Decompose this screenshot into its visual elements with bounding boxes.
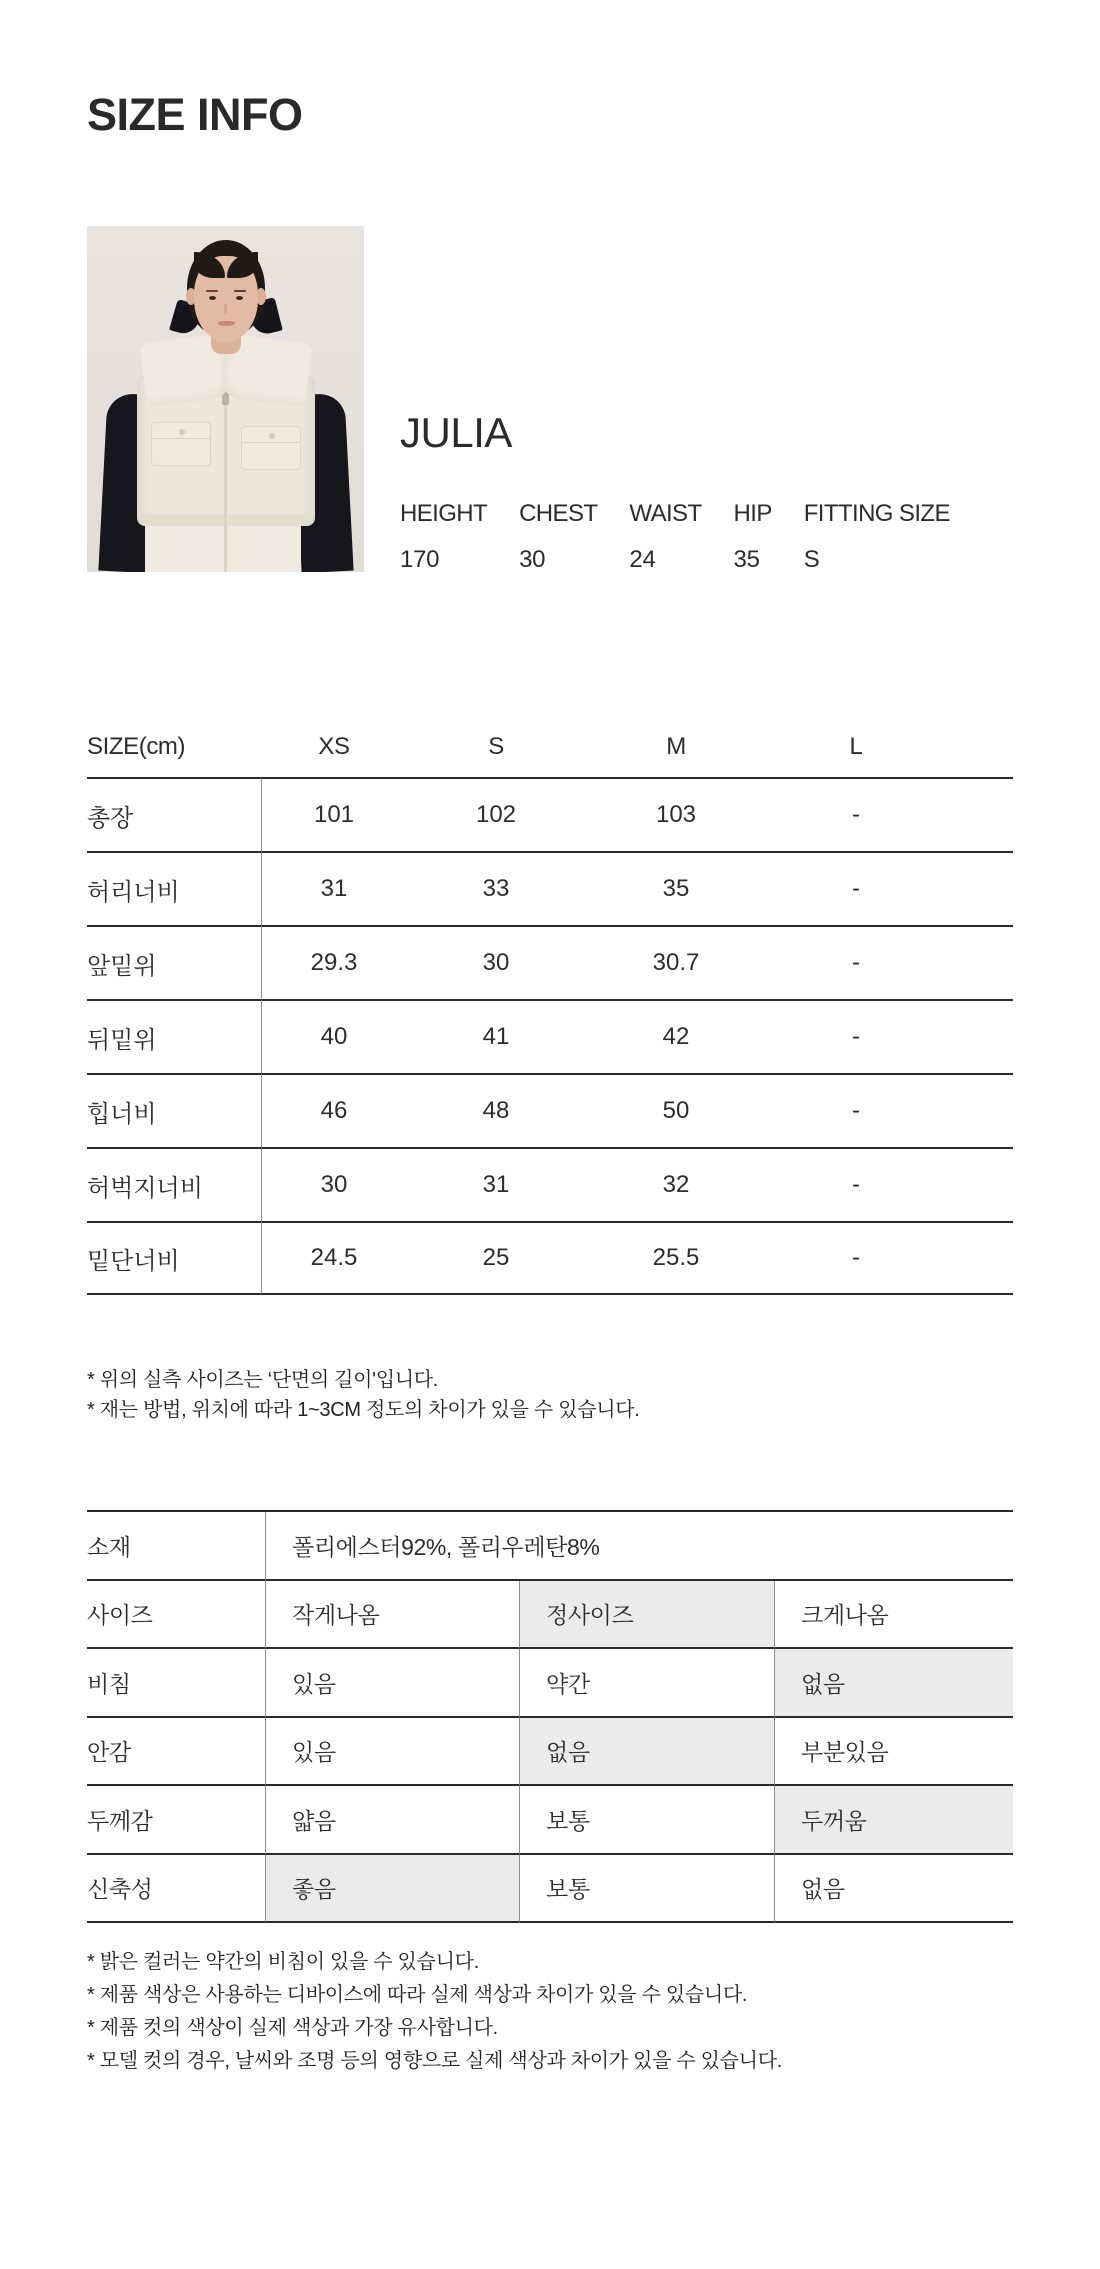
fabric-cell-selected: 없음 xyxy=(520,1718,775,1787)
model-info xyxy=(400,226,950,572)
stat-label: CHEST xyxy=(519,500,598,527)
model-nose xyxy=(224,304,227,314)
size-cell: - xyxy=(766,1073,946,1147)
size-cell: 30.7 xyxy=(586,925,766,999)
size-cell: - xyxy=(766,925,946,999)
size-cell-spacer xyxy=(946,1073,1013,1147)
stat-waist xyxy=(629,500,701,575)
model-eye-right xyxy=(236,296,243,300)
size-row-label: 밑단너비 xyxy=(87,1221,262,1295)
size-cell: 30 xyxy=(406,925,586,999)
size-cell: 32 xyxy=(586,1147,766,1221)
fabric-cell: 부분있음 xyxy=(775,1718,1013,1787)
size-cell-spacer xyxy=(946,1221,1013,1295)
size-cell: - xyxy=(766,1147,946,1221)
stat-label: WAIST xyxy=(629,500,702,527)
stat-hip xyxy=(734,500,772,575)
size-cell: 33 xyxy=(406,851,586,925)
model-eyebrow-left xyxy=(206,290,218,292)
bottom-note-line: * 제품 컷의 색상이 실제 색상과 가장 유사합니다. xyxy=(87,2017,498,2039)
stat-label: HIP xyxy=(733,500,772,527)
stat-value: 24 xyxy=(629,545,656,573)
size-cell: 40 xyxy=(262,999,406,1073)
size-cell: 25 xyxy=(406,1221,586,1295)
fabric-row-label: 신축성 xyxy=(87,1855,266,1924)
stat-label: HEIGHT xyxy=(400,500,488,527)
size-row-label: 허리너비 xyxy=(87,851,262,925)
stat-value: 170 xyxy=(400,545,440,573)
size-cell: 25.5 xyxy=(586,1221,766,1295)
size-table-header-spacer xyxy=(946,717,1013,777)
size-table-header-l: L xyxy=(849,733,863,760)
fabric-cell: 작게나옴 xyxy=(266,1581,520,1650)
fabric-row-label: 사이즈 xyxy=(87,1581,266,1650)
stat-value: S xyxy=(803,545,820,573)
fabric-cell-selected: 좋음 xyxy=(266,1855,520,1924)
model-eye-left xyxy=(209,296,216,300)
fabric-cell-selected: 없음 xyxy=(775,1649,1013,1718)
fabric-table xyxy=(87,1510,1013,1923)
fabric-cell: 얇음 xyxy=(266,1786,520,1855)
model-stats xyxy=(400,500,950,575)
bottom-note-line: * 모델 컷의 경우, 날씨와 조명 등의 영향으로 실제 색상과 차이가 있을 수 있습니다. xyxy=(87,2050,782,2072)
size-note-line: * 재는 방법, 위치에 따라 1~3CM 정도의 차이가 있을 수 있습니다. xyxy=(87,1399,640,1421)
fabric-row-label: 소재 xyxy=(87,1512,266,1581)
fabric-cell: 있음 xyxy=(266,1718,520,1787)
stat-label: FITTING SIZE xyxy=(803,500,950,527)
fabric-cell-selected: 두꺼움 xyxy=(775,1786,1013,1855)
fabric-cell: 크게나옴 xyxy=(775,1581,1013,1650)
size-row-label: 허벅지너비 xyxy=(87,1147,262,1221)
stat-fitting-size xyxy=(804,500,950,575)
size-cell: - xyxy=(766,777,946,851)
page-title: SIZE INFO xyxy=(87,89,303,140)
size-row-label: 총장 xyxy=(87,777,262,851)
model-vest-pocket-right xyxy=(241,426,301,470)
fabric-row-label: 비침 xyxy=(87,1649,266,1718)
size-cell: - xyxy=(766,851,946,925)
size-cell: 46 xyxy=(262,1073,406,1147)
model-photo xyxy=(87,226,364,572)
size-cell: - xyxy=(766,999,946,1073)
fabric-cell: 보통 xyxy=(520,1855,775,1924)
size-table-header-label: SIZE(cm) xyxy=(87,733,186,760)
model-vest-pocket-left xyxy=(151,422,211,466)
size-table-header-s: S xyxy=(488,733,504,760)
model-under-layer xyxy=(145,520,301,572)
size-cell: 103 xyxy=(586,777,766,851)
size-cell: - xyxy=(766,1221,946,1295)
size-cell: 30 xyxy=(262,1147,406,1221)
size-cell-spacer xyxy=(946,777,1013,851)
size-cell: 41 xyxy=(406,999,586,1073)
size-cell: 102 xyxy=(406,777,586,851)
fabric-cell: 있음 xyxy=(266,1649,520,1718)
model-name: JULIA xyxy=(400,409,512,456)
bottom-note-line: * 제품 색상은 사용하는 디바이스에 따라 실제 색상과 차이가 있을 수 있습니다. xyxy=(87,1984,748,2006)
bottom-note-line: * 밝은 컬러는 약간의 비침이 있을 수 있습니다. xyxy=(87,1951,479,1973)
size-table-header-m: M xyxy=(666,733,686,760)
model-eyebrow-right xyxy=(234,290,246,292)
fabric-material-value: 폴리에스터92%, 폴리우레탄8% xyxy=(266,1512,1013,1581)
size-cell: 31 xyxy=(406,1147,586,1221)
size-cell-spacer xyxy=(946,851,1013,925)
model-vest-zipper xyxy=(224,378,227,572)
size-cell: 24.5 xyxy=(262,1221,406,1295)
fabric-row-label: 두께감 xyxy=(87,1786,266,1855)
size-cell: 50 xyxy=(586,1073,766,1147)
size-row-label: 힙너비 xyxy=(87,1073,262,1147)
size-cell-spacer xyxy=(946,1147,1013,1221)
fabric-cell: 약간 xyxy=(520,1649,775,1718)
fabric-cell: 없음 xyxy=(775,1855,1013,1924)
size-table-header-xs: XS xyxy=(318,733,350,760)
fabric-cell-selected: 정사이즈 xyxy=(520,1581,775,1650)
size-cell: 35 xyxy=(586,851,766,925)
size-cell: 101 xyxy=(262,777,406,851)
size-notes xyxy=(87,1365,1013,1425)
size-table xyxy=(87,717,1013,1295)
stat-chest xyxy=(519,500,597,575)
size-cell: 29.3 xyxy=(262,925,406,999)
size-cell: 31 xyxy=(262,851,406,925)
size-row-label: 뒤밑위 xyxy=(87,999,262,1073)
fabric-row-label: 안감 xyxy=(87,1718,266,1787)
size-cell: 48 xyxy=(406,1073,586,1147)
model-lips xyxy=(218,321,235,326)
stat-height xyxy=(400,500,487,575)
size-cell-spacer xyxy=(946,999,1013,1073)
size-cell: 42 xyxy=(586,999,766,1073)
size-note-line: * 위의 실측 사이즈는 ‘단면의 길이'입니다. xyxy=(87,1369,439,1391)
stat-value: 30 xyxy=(519,545,546,573)
fabric-cell: 보통 xyxy=(520,1786,775,1855)
bottom-notes xyxy=(87,1946,1013,2078)
stat-value: 35 xyxy=(733,545,760,573)
model-section xyxy=(87,226,1013,572)
size-cell-spacer xyxy=(946,925,1013,999)
size-row-label: 앞밑위 xyxy=(87,925,262,999)
